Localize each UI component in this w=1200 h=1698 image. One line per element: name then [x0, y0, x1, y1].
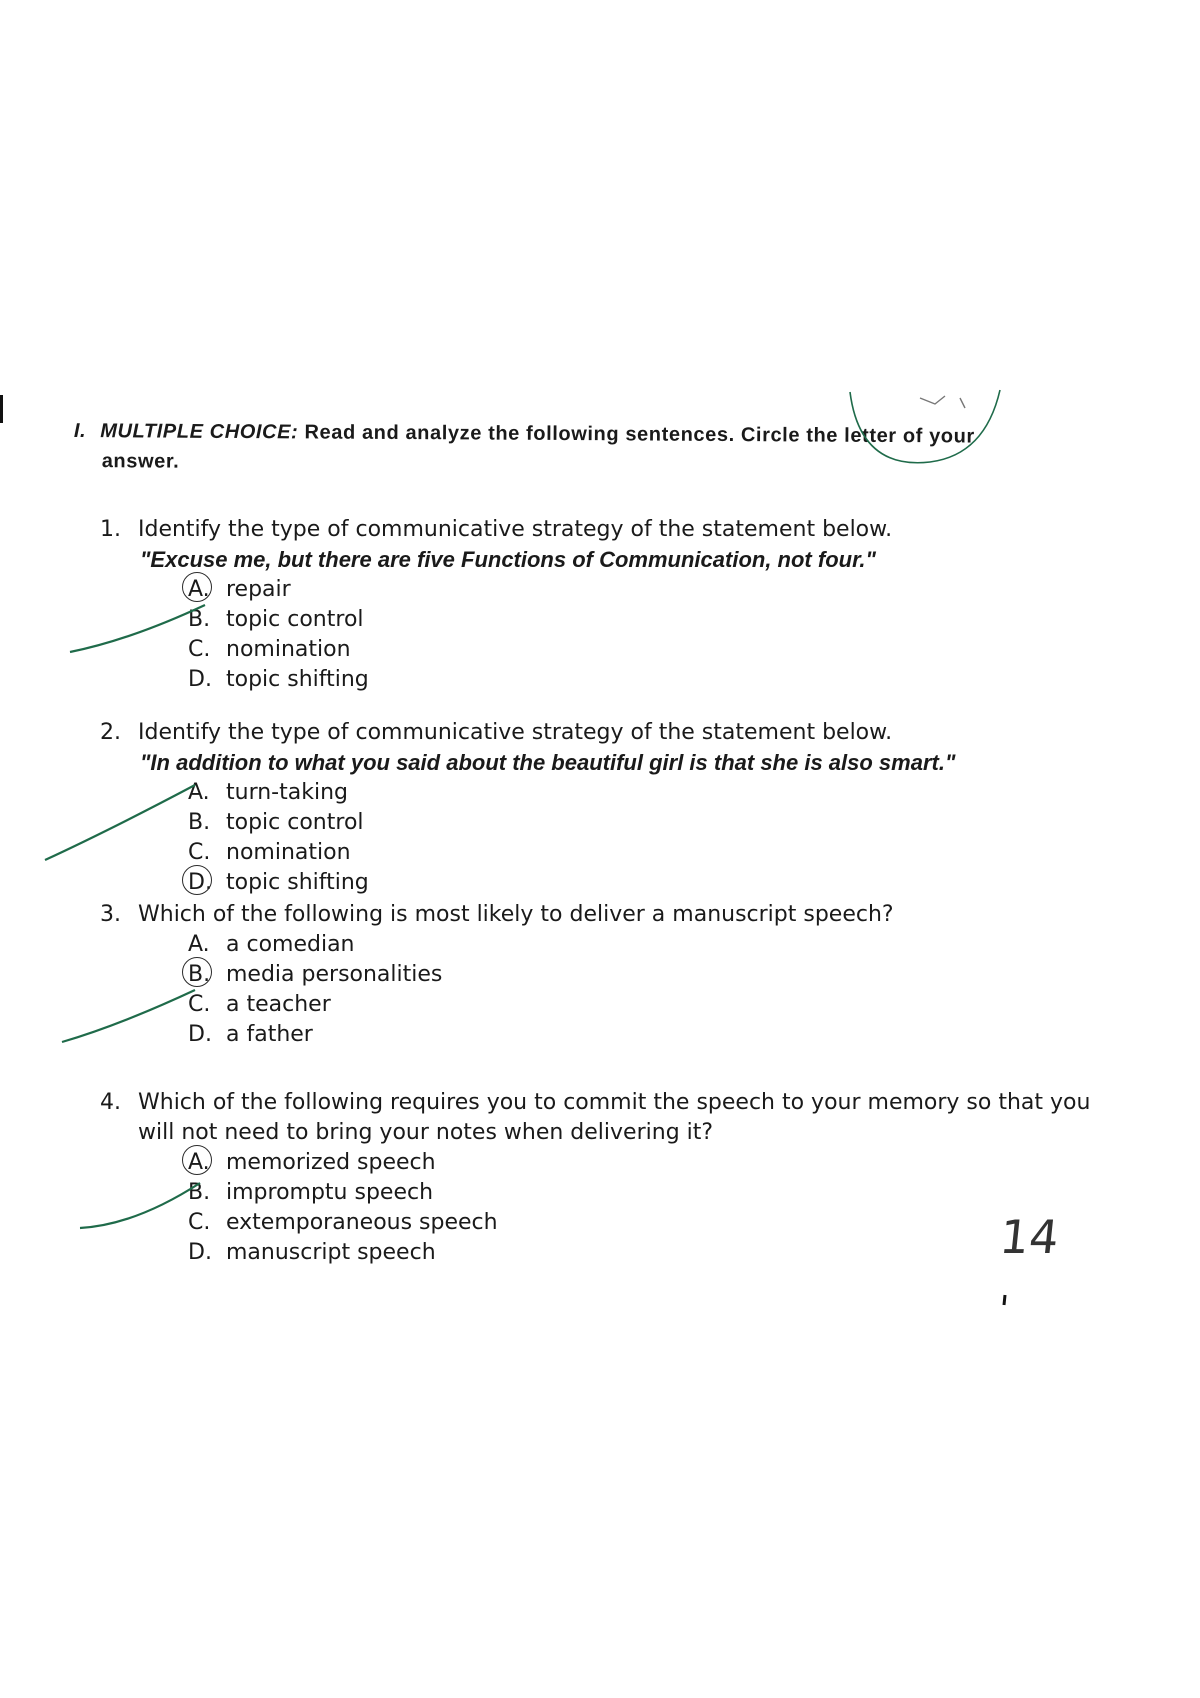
option-text: manuscript speech	[226, 1240, 436, 1265]
question-statement: "In addition to what you said about the beautiful girl is that she is also smart."	[140, 750, 956, 775]
option-text: extemporaneous speech	[226, 1210, 498, 1235]
question-text-cont: will not need to bring your notes when delivering it?	[138, 1120, 714, 1145]
answer-circle	[182, 957, 212, 987]
scan-edge-mark	[0, 395, 3, 423]
question-text: Identify the type of communicative strategy of the statement below.	[138, 517, 893, 542]
option-text: topic shifting	[226, 870, 369, 895]
answer-circle	[182, 1145, 212, 1175]
question-1	[100, 515, 1180, 695]
option-a: A. turn-taking	[188, 778, 1180, 808]
options-list	[100, 778, 1180, 898]
section-instruction: Read and analyze the following sentences. Circle the letter of your	[304, 421, 975, 448]
option-c: C. a teacher	[188, 990, 1180, 1020]
option-c: C. extemporaneous speech	[188, 1208, 1180, 1238]
question-3	[100, 900, 1180, 1050]
options-list	[100, 930, 1180, 1050]
option-text: repair	[226, 577, 291, 602]
option-text: turn-taking	[226, 780, 348, 805]
option-d: D. a father	[188, 1020, 1180, 1050]
top-scribble	[920, 396, 965, 408]
option-a: A. a comedian	[188, 930, 1180, 960]
question-number: 2.	[100, 720, 121, 745]
option-d: D. manuscript speech	[188, 1238, 1180, 1268]
option-text: media personalities	[226, 962, 443, 987]
bottom-tick	[1004, 1295, 1005, 1305]
option-a: A. repair	[188, 575, 1180, 605]
option-text: nomination	[226, 637, 351, 662]
option-b: B. impromptu speech	[188, 1178, 1180, 1208]
option-text: topic shifting	[226, 667, 369, 692]
option-text: nomination	[226, 840, 351, 865]
option-text: topic control	[226, 607, 364, 632]
option-text: impromptu speech	[226, 1180, 434, 1205]
option-d: D. topic shifting	[188, 665, 1180, 695]
section-number: I.	[73, 419, 87, 443]
option-text: memorized speech	[226, 1150, 436, 1175]
question-number: 3.	[100, 902, 121, 927]
option-c: C. nomination	[188, 838, 1180, 868]
question-number: 4.	[100, 1090, 121, 1115]
answer-circle	[182, 572, 212, 602]
question-text: Identify the type of communicative strategy of the statement below.	[138, 720, 893, 745]
option-b: B. media personalities	[188, 960, 1180, 990]
option-d: D. topic shifting	[188, 868, 1180, 898]
answer-circle	[182, 865, 212, 895]
question-2	[100, 718, 1180, 898]
option-b: B. topic control	[188, 605, 1180, 635]
question-number: 1.	[100, 517, 121, 542]
option-c: C. nomination	[188, 635, 1180, 665]
section-instruction-cont: answer.	[101, 450, 180, 473]
option-text: a father	[226, 1022, 313, 1047]
section-type: MULTIPLE CHOICE:	[100, 420, 299, 444]
option-b: B. topic control	[188, 808, 1180, 838]
section-header	[74, 416, 1154, 483]
option-text: a teacher	[226, 992, 331, 1017]
question-statement: "Excuse me, but there are five Functions of Communication, not four."	[140, 547, 876, 572]
question-text: Which of the following requires you to commit the speech to your memory so that you	[138, 1090, 1091, 1115]
options-list	[100, 575, 1180, 695]
question-text: Which of the following is most likely to deliver a manuscript speech?	[138, 902, 894, 927]
option-text: a comedian	[226, 932, 355, 957]
option-a: A. memorized speech	[188, 1148, 1180, 1178]
score-mark: 14	[997, 1210, 1062, 1264]
option-text: topic control	[226, 810, 364, 835]
